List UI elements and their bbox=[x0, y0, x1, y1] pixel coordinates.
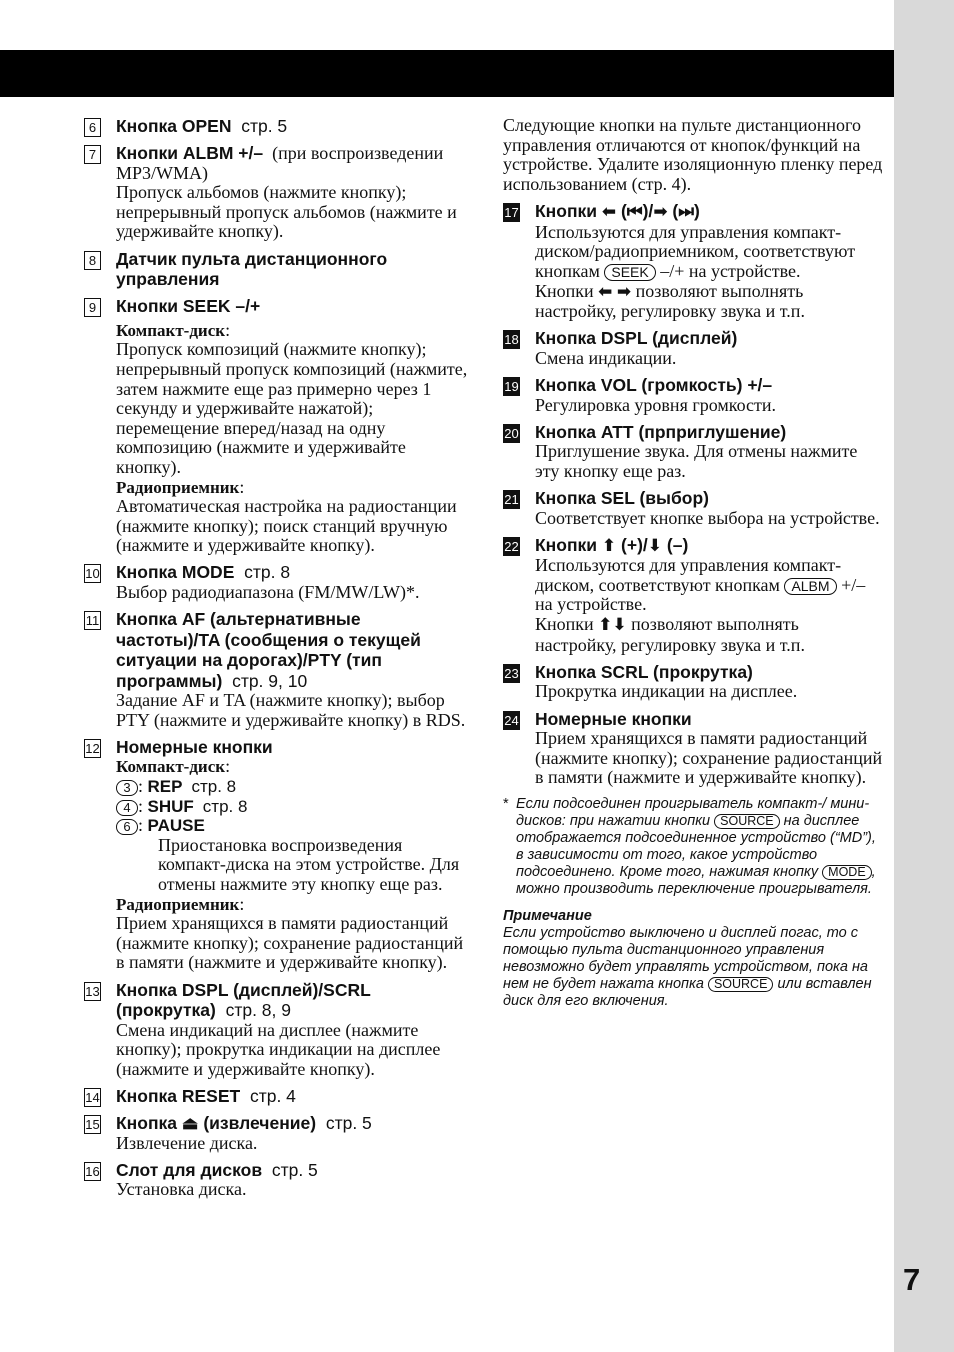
header-bar bbox=[0, 50, 894, 97]
item-body-note: Кнопки bbox=[535, 280, 594, 301]
item-number: 23 bbox=[504, 665, 519, 681]
right-column bbox=[503, 116, 883, 1010]
left-arrow-icon: ⬅ bbox=[598, 281, 613, 302]
up-arrow-icon: ⬆ bbox=[598, 615, 613, 636]
item-body: Регулировка уровня громкости. bbox=[535, 394, 777, 415]
footnote-text-a: Если подсоединен проигрыватель компакт-/ мини-дисков: при нажатии кнопки bbox=[516, 795, 870, 829]
pause-body: Приостановка воспроизведения компакт-диска на этом устройстве. Для отмены нажмите эту кнопку еще раз. bbox=[158, 834, 460, 894]
item-7 bbox=[84, 143, 469, 242]
right-arrow-icon: ➡ bbox=[653, 202, 668, 223]
item-body-note-tail: позволяют выполнять настройку, регулировку звука и т.п. bbox=[535, 280, 805, 322]
item-body: Извлечение диска. bbox=[116, 1132, 258, 1153]
item-body-note-tail: позволяют выполнять настройку, регулировку звука и т.п. bbox=[535, 614, 805, 655]
item-15 bbox=[84, 1113, 469, 1153]
item-12: 12 Номерные кнопки Компакт-диск: 3 : REP стр. 8 4 : SHUF стр. 8 6 : PAUSE Приостановка воспроизведения компакт-диска на этом устройстве. Для отмены нажмите эту кнопку еще раз. Радиоприемник: Прием хранящихся в памяти радиостанций (нажмите кнопку); сохранение радиостанций в памяти (нажмите и удерживайте кнопку). bbox=[84, 737, 469, 973]
item-number: 17 bbox=[504, 205, 519, 221]
item-title: Кнопка VOL (громкость) +/– bbox=[535, 375, 773, 396]
item-title: Кнопка ATT (прприглушение) bbox=[535, 421, 787, 442]
page-ref: стр. 8 bbox=[202, 796, 248, 816]
item-number: 9 bbox=[84, 298, 101, 317]
radio-body: Прием хранящихся в памяти радиостанций (нажмите кнопку); сохранение радиостанций в памяти (нажмите и удерживайте кнопку). bbox=[116, 913, 464, 973]
item-body-tail: –/+ на устройстве. bbox=[660, 261, 801, 282]
item-body-note: Кнопки bbox=[535, 614, 594, 635]
intro-text: Следующие кнопки на пульте дистанционного управления отличаются от кнопок/функций на устройстве. Удалите изоляционную пленку перед использованием (стр. 4). bbox=[503, 115, 883, 194]
item-8 bbox=[84, 249, 469, 290]
footnote bbox=[503, 796, 883, 898]
down-arrow-icon: ⬇ bbox=[612, 615, 627, 636]
item-body-tail: +/– на устройстве. bbox=[535, 574, 866, 615]
page-side-tab bbox=[894, 0, 954, 1352]
page-ref: стр. 8, 9 bbox=[225, 1000, 291, 1021]
item-number: 21 bbox=[504, 492, 519, 508]
item-body: Задание AF и TA (нажмите кнопку); выбор PTY (нажмите и удерживайте кнопку) в RDS. bbox=[116, 690, 466, 730]
note-body bbox=[503, 925, 883, 1010]
item-number: 11 bbox=[85, 613, 100, 629]
item-number: 15 bbox=[85, 1117, 100, 1133]
key-3-icon: 3 bbox=[116, 780, 138, 796]
item-number: 14 bbox=[85, 1089, 100, 1105]
item-body: Смена индикаций на дисплее (нажмите кнопку); прокрутка индикации на дисплее (нажмите и удерживайте кнопку). bbox=[116, 1019, 441, 1079]
item-title: Кнопки ALBM +/– bbox=[116, 143, 264, 164]
item-title: Номерные кнопки bbox=[116, 736, 273, 757]
item-9: 9 Кнопки SEEK –/+ Компакт-диск: Пропуск композиций (нажмите кнопку); непрерывный пропуск композиций (нажмите, затем нажмите еще раз примерно через 1 секунду и удерживайте нажатой); перемещение вперед/назад на одну композицию (нажмите и удерживайте кнопку). Радиоприемник: Автоматическая настройка на радиостанции (нажмите кнопку); поиск станций вручную (нажмите и удерживайте кнопку). bbox=[84, 296, 469, 556]
item-number: 24 bbox=[504, 712, 519, 728]
item-title: Кнопка RESET bbox=[116, 1085, 241, 1106]
footnote-text-b: на дисплее отображается подсоединенное устройство (“MD”), в зависимости от того, какое устройство подсоединено. Кроме того, нажимая кнопку bbox=[516, 812, 876, 880]
item-body: Пропуск альбомов (нажмите кнопку); непрерывный пропуск альбомов (нажмите и удерживайте кнопку). bbox=[116, 182, 457, 242]
down-arrow-icon: ⬇ bbox=[647, 535, 663, 556]
item-body: Выбор радиодиапазона (FM/MW/LW)*. bbox=[116, 581, 420, 602]
key-3-label: REP bbox=[147, 777, 183, 797]
cd-label: Компакт-диск bbox=[116, 757, 226, 777]
item-number: 16 bbox=[85, 1163, 100, 1179]
seek-key-icon: SEEK bbox=[604, 264, 655, 281]
item-body: Используются для управления компакт-диском/радиоприемником, соответствуют кнопкам bbox=[535, 221, 856, 282]
item-16 bbox=[84, 1160, 469, 1200]
item-body: Прокрутка индикации на дисплее. bbox=[535, 681, 798, 702]
item-title: Кнопка AF (альтернативные частоты)/TA (сообщения о текущей ситуации на дорогах)/PTY (тип программы) bbox=[116, 609, 421, 691]
page-ref: стр. 5 bbox=[241, 116, 288, 136]
item-17: 17 Кнопки ⬅ (⏮)/➡ (⏭) Используются для управления компакт-диском/радиоприемником, соответствуют кнопкам SEEK –/+ на устройстве. Кнопки ⬅ ➡ позволяют выполнять настройку, регулировку звука и т.п. bbox=[504, 201, 856, 322]
radio-label: Радиоприемник bbox=[116, 894, 240, 914]
mode-key-icon: MODE bbox=[822, 865, 872, 880]
item-number: 20 bbox=[504, 425, 519, 441]
page-ref: стр. 5 bbox=[271, 1159, 318, 1180]
item-body: Приглушение звука. Для отмены нажмите эту кнопку еще раз. bbox=[535, 441, 858, 481]
next-track-icon: ⏭ bbox=[678, 201, 695, 222]
item-number: 22 bbox=[504, 538, 519, 554]
item-title: Кнопка bbox=[116, 1113, 178, 1134]
item-number: 19 bbox=[504, 379, 519, 395]
item-24 bbox=[503, 709, 883, 788]
page-ref: стр. 8 bbox=[191, 777, 237, 797]
page-ref: стр. 4 bbox=[249, 1085, 296, 1106]
note-text-a: Если устройство выключено и дисплей погас, то с помощью пульта дистанционного управления невозможно будет управлять устройством, пока на нем не будет нажата кнопка bbox=[503, 924, 868, 992]
note-text-b: или вставлен диск для его включения. bbox=[503, 975, 872, 1009]
page-ref: стр. 8 bbox=[244, 562, 291, 583]
item-body: Соответствует кнопке выбора на устройстве. bbox=[535, 507, 880, 528]
item-21 bbox=[503, 488, 883, 528]
item-number: 7 bbox=[84, 145, 101, 164]
source-key-icon: SOURCE bbox=[714, 814, 779, 829]
key-4-label: SHUF bbox=[147, 796, 194, 816]
item-body: Используются для управления компакт-диском, соответствуют кнопкам bbox=[535, 555, 842, 595]
key-6-icon: 6 bbox=[116, 819, 138, 835]
item-qualifier: (при воспроизведении MP3/WMA) bbox=[116, 143, 444, 183]
footnote-text-c: , можно производить переключение проигрывателя. bbox=[516, 863, 876, 897]
item-number: 6 bbox=[84, 118, 101, 137]
item-13 bbox=[84, 980, 469, 1080]
page-ref: стр. 5 bbox=[325, 1113, 372, 1134]
item-number: 18 bbox=[504, 332, 519, 348]
item-22 bbox=[503, 535, 883, 655]
item-6 bbox=[84, 116, 469, 137]
item-title: Кнопка DSPL (дисплей)/SCRL (прокрутка) bbox=[116, 979, 371, 1021]
up-arrow-icon: ⬆ bbox=[601, 535, 617, 556]
item-title-mid: (+)/ bbox=[621, 534, 648, 555]
source-key-icon: SOURCE bbox=[708, 977, 773, 992]
item-title: Кнопка SCRL (прокрутка) bbox=[535, 661, 753, 682]
item-title: Датчик пульта дистанционного управления bbox=[116, 248, 388, 290]
item-title: Номерные кнопки bbox=[535, 708, 692, 729]
item-title: Кнопка DSPL (дисплей) bbox=[535, 328, 738, 349]
item-14 bbox=[84, 1086, 469, 1107]
page-number: 7 bbox=[903, 1262, 921, 1297]
item-number: 13 bbox=[85, 983, 100, 999]
note-title: Примечание bbox=[503, 907, 592, 924]
item-title-end: (–) bbox=[666, 534, 689, 555]
cd-label: Компакт-диск bbox=[116, 320, 226, 340]
item-title: Кнопка MODE bbox=[116, 562, 235, 583]
item-title: Слот для дисков bbox=[116, 1159, 263, 1180]
key-6-label: PAUSE bbox=[147, 816, 205, 836]
item-title: Кнопки SEEK –/+ bbox=[116, 296, 261, 317]
item-body: Прием хранящихся в памяти радиостанций (нажмите кнопку); сохранение радиостанций в памяти (нажмите и удерживайте кнопку). bbox=[535, 728, 883, 788]
footnote-marker: * bbox=[503, 795, 509, 812]
item-body: Установка диска. bbox=[116, 1179, 247, 1200]
item-body: Смена индикации. bbox=[535, 347, 677, 368]
item-title-suffix: (извлечение) bbox=[203, 1113, 317, 1134]
page-ref: стр. 9, 10 bbox=[232, 670, 308, 691]
left-column bbox=[84, 116, 469, 1206]
key-4-icon: 4 bbox=[116, 800, 138, 816]
item-23 bbox=[503, 662, 883, 702]
right-arrow-icon: ➡ bbox=[616, 281, 632, 302]
item-title: Кнопки bbox=[535, 534, 598, 555]
radio-body: Автоматическая настройка на радиостанции (нажмите кнопку); поиск станций вручную (нажмите и удерживайте кнопку). bbox=[116, 496, 457, 556]
radio-label: Радиоприемник bbox=[116, 477, 240, 497]
prev-track-icon: ⏮ bbox=[626, 201, 643, 222]
eject-icon: ⏏ bbox=[181, 1113, 199, 1134]
cd-body: Пропуск композиций (нажмите кнопку); непрерывный пропуск композиций (нажмите, затем нажмите еще раз примерно через 1 секунду и удерживайте нажатой); перемещение вперед/назад на одну композицию (нажмите и удерживайте кнопку). bbox=[116, 339, 468, 477]
item-number: 12 bbox=[85, 740, 100, 756]
item-title: Кнопка SEL (выбор) bbox=[535, 488, 709, 509]
left-arrow-icon: ⬅ bbox=[601, 202, 617, 223]
item-11 bbox=[84, 609, 469, 730]
item-number: 8 bbox=[84, 251, 101, 270]
item-title: Кнопка OPEN bbox=[116, 116, 232, 136]
item-18 bbox=[503, 328, 883, 368]
item-number: 10 bbox=[85, 566, 100, 582]
item-title: Кнопки bbox=[535, 201, 598, 222]
item-19 bbox=[503, 375, 883, 415]
item-10 bbox=[84, 562, 469, 602]
item-20 bbox=[503, 422, 883, 482]
albm-key-icon: ALBM bbox=[784, 578, 836, 595]
